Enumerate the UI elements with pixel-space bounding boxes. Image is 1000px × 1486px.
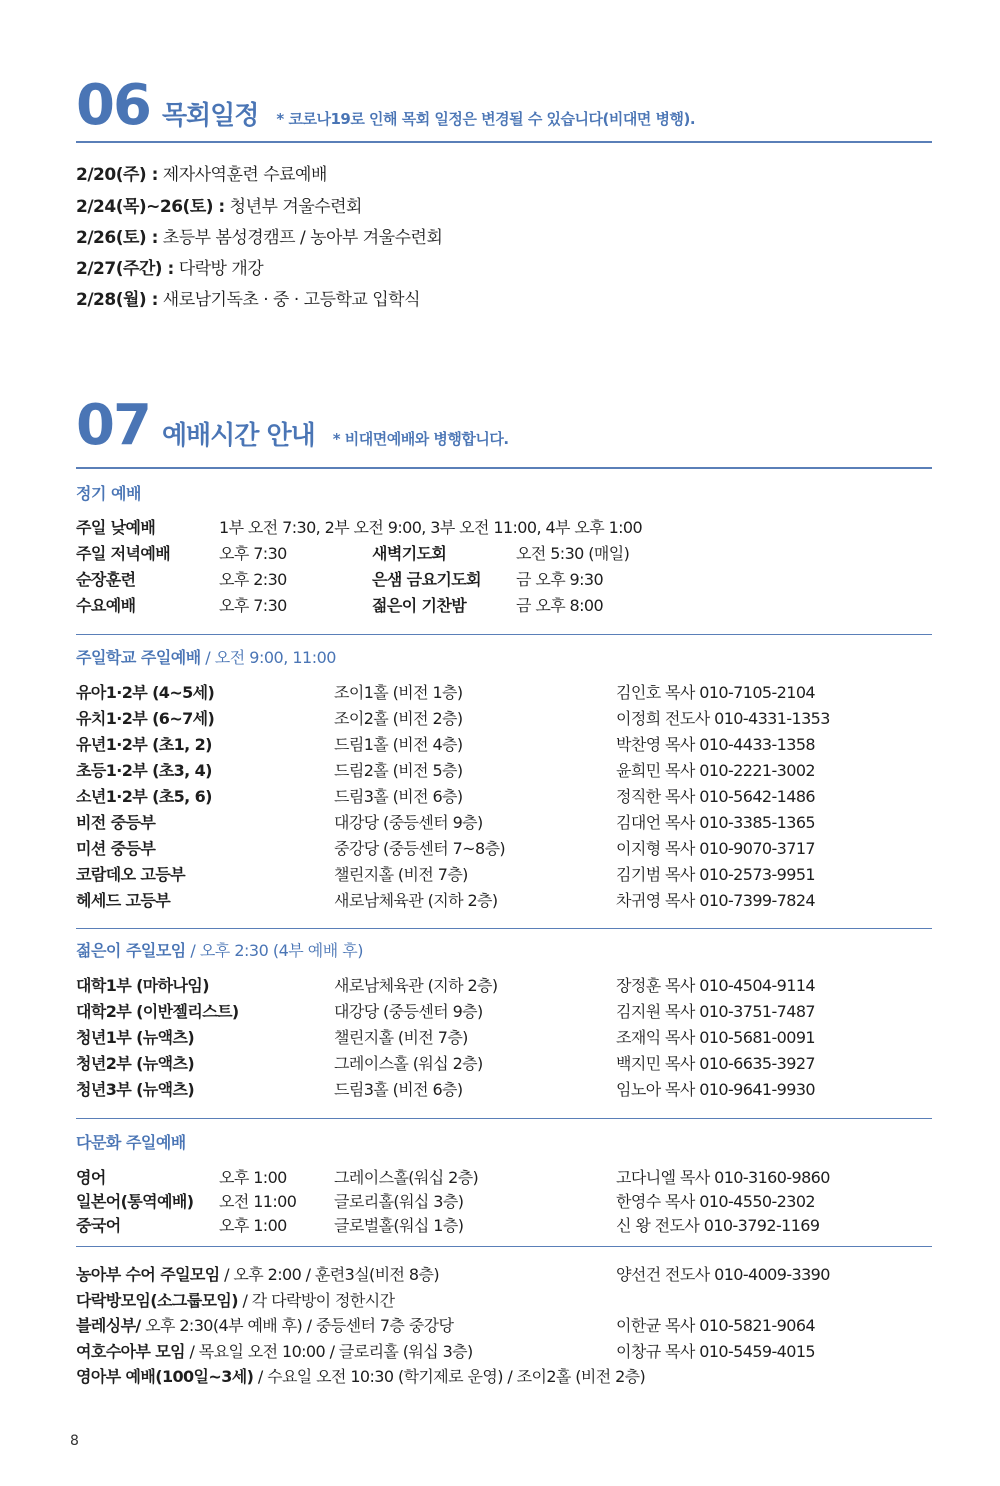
meeting-name: 농아부 수어 주일모임 <box>76 1265 220 1284</box>
worship-time: 오전 5:30 (매일) <box>516 544 630 563</box>
meeting-detail: / 수요일 오전 10:30 (학기제로 운영) / 조이2홀 (비전 2층) <box>253 1367 646 1386</box>
meeting-info <box>76 1288 394 1311</box>
worship-name: 순장훈련 <box>76 570 136 589</box>
worship-time: 오후 1:00 <box>219 1216 287 1235</box>
worship-time: 금 오후 8:00 <box>516 596 604 615</box>
worship-name: 은샘 금요기도회 <box>372 570 481 589</box>
meeting-info <box>76 1313 453 1336</box>
meeting-detail: / 오후 2:00 / 훈련3실(비전 8층) <box>219 1265 439 1284</box>
pastor-contact: 김지원 목사 010-3751-7487 <box>616 1002 815 1021</box>
department-name: 소년1·2부 (초5, 6) <box>76 787 212 806</box>
pastor-contact: 정직한 목사 010-5642-1486 <box>616 787 815 806</box>
worship-name: 주일 저녁예배 <box>76 544 171 563</box>
meeting-detail: / 목요일 오전 10:00 / 글로리홀 (워십 3층) <box>184 1342 473 1361</box>
meeting-place: 새로남체육관 (지하 2층) <box>334 891 498 910</box>
meeting-detail: 오후 2:30(4부 예배 후) / 중등센터 7층 중강당 <box>140 1316 454 1335</box>
sunday-school-heading: 주일학교 주일예배 / 오전 9:00, 11:00 <box>76 648 336 667</box>
section-06-divider <box>76 141 932 143</box>
section-title: 목회일정 <box>161 101 259 131</box>
language-name: 영어 <box>76 1168 106 1187</box>
worship-name: 주일 낮예배 <box>76 518 156 537</box>
department-name: 청년1부 (뉴액츠) <box>76 1028 195 1047</box>
meeting-place: 대강당 (중등센터 9층) <box>334 1002 483 1021</box>
meeting-place: 챌린지홀 (비전 7층) <box>334 865 468 884</box>
meeting-place: 새로남체육관 (지하 2층) <box>334 976 498 995</box>
meeting-place: 드림2홀 (비전 5층) <box>334 761 463 780</box>
meeting-detail: / 각 다락방이 정한시간 <box>238 1291 395 1310</box>
department-name: 대학2부 (이반젤리스트) <box>76 1002 239 1021</box>
meeting-place: 조이1홀 (비전 1층) <box>334 683 463 702</box>
section-note: * 코로나19로 인해 목회 일정은 변경될 수 있습니다(비대면 병행). <box>276 110 696 128</box>
department-name: 청년2부 (뉴액츠) <box>76 1054 195 1073</box>
worship-time: 오전 11:00 <box>219 1192 297 1211</box>
pastor-contact: 김대언 목사 010-3385-1365 <box>616 813 815 832</box>
worship-name: 새벽기도회 <box>372 544 447 563</box>
worship-time: 오후 7:30 <box>219 596 287 615</box>
section-note: * 비대면예배와 병행합니다. <box>332 430 509 448</box>
pastor-contact: 이한균 목사 010-5821-9064 <box>616 1316 815 1335</box>
pastor-contact: 임노아 목사 010-9641-9930 <box>616 1080 815 1099</box>
youth-heading: 젊은이 주일모임 / 오후 2:30 (4부 예배 후) <box>76 941 364 960</box>
language-name: 일본어(통역예배) <box>76 1192 194 1211</box>
schedule-item: 2/20(주) : 제자사역훈련 수료예배 <box>76 165 327 185</box>
pastor-contact: 이창규 목사 010-5459-4015 <box>616 1342 815 1361</box>
multicultural-heading: 다문화 주일예배 <box>76 1133 186 1152</box>
pastor-contact: 고다니엘 목사 010-3160-9860 <box>616 1168 830 1187</box>
department-name: 유아1·2부 (4~5세) <box>76 683 215 702</box>
divider <box>76 634 932 635</box>
schedule-item: 2/24(목)~26(토) : 청년부 겨울수련회 <box>76 197 362 217</box>
section-07-header <box>76 393 509 458</box>
regular-worship-heading: 정기 예배 <box>76 484 141 503</box>
department-name: 코람데오 고등부 <box>76 865 185 884</box>
section-07-divider <box>76 467 932 469</box>
meeting-place: 중강당 (중등센터 7~8층) <box>334 839 506 858</box>
pastor-contact: 이정희 전도사 010-4331-1353 <box>616 709 830 728</box>
pastor-contact: 윤희민 목사 010-2221-3002 <box>616 761 815 780</box>
worship-time: 오후 1:00 <box>219 1168 287 1187</box>
worship-time: 오후 7:30 <box>219 544 287 563</box>
department-name: 대학1부 (마하나임) <box>76 976 209 995</box>
meeting-place: 그레이스홀 (워십 2층) <box>334 1054 483 1073</box>
department-name: 비전 중등부 <box>76 813 156 832</box>
pastor-contact: 한영수 목사 010-4550-2302 <box>616 1192 815 1211</box>
schedule-item: 2/26(토) : 초등부 봄성경캠프 / 농아부 겨울수련회 <box>76 228 443 248</box>
meeting-place: 드림3홀 (비전 6층) <box>334 787 463 806</box>
page-number: 8 <box>70 1433 79 1449</box>
meeting-place: 챌린지홀 (비전 7층) <box>334 1028 468 1047</box>
meeting-info <box>76 1364 645 1387</box>
schedule-item: 2/27(주간) : 다락방 개강 <box>76 259 264 279</box>
divider <box>76 928 932 929</box>
worship-time: 금 오후 9:30 <box>516 570 604 589</box>
meeting-place: 그레이스홀(워십 2층) <box>334 1168 479 1187</box>
pastor-contact: 김기범 목사 010-2573-9951 <box>616 865 815 884</box>
language-name: 중국어 <box>76 1216 121 1235</box>
pastor-contact: 차귀영 목사 010-7399-7824 <box>616 891 815 910</box>
pastor-contact: 장정훈 목사 010-4504-9114 <box>616 976 815 995</box>
department-name: 헤세드 고등부 <box>76 891 171 910</box>
pastor-contact: 양선건 전도사 010-4009-3390 <box>616 1265 830 1284</box>
worship-time: 1부 오전 7:30, 2부 오전 9:00, 3부 오전 11:00, 4부 오후 1:00 <box>219 518 643 537</box>
meeting-place: 대강당 (중등센터 9층) <box>334 813 483 832</box>
section-title: 예배시간 안내 <box>161 421 315 451</box>
meeting-name: 다락방모임(소그룹모임) <box>76 1291 238 1310</box>
worship-name: 젊은이 기찬밤 <box>372 596 467 615</box>
meeting-place: 조이2홀 (비전 2층) <box>334 709 463 728</box>
department-name: 초등1·2부 (초3, 4) <box>76 761 212 780</box>
pastor-contact: 김인호 목사 010-7105-2104 <box>616 683 815 702</box>
meeting-place: 글로벌홀(워십 1층) <box>334 1216 464 1235</box>
meeting-info <box>76 1262 439 1285</box>
department-name: 유치1·2부 (6~7세) <box>76 709 215 728</box>
meeting-name: 여호수아부 모임 <box>76 1342 185 1361</box>
meeting-name: 영아부 예배(100일~3세) <box>76 1367 254 1386</box>
meeting-info <box>76 1339 473 1362</box>
worship-name: 수요예배 <box>76 596 136 615</box>
divider <box>76 1246 932 1247</box>
divider <box>76 1118 932 1119</box>
worship-time: 오후 2:30 <box>219 570 287 589</box>
pastor-contact: 이지형 목사 010-9070-3717 <box>616 839 815 858</box>
department-name: 유년1·2부 (초1, 2) <box>76 735 212 754</box>
schedule-item: 2/28(월) : 새로남기독초 · 중 · 고등학교 입학식 <box>76 290 421 310</box>
section-number: 06 <box>76 73 150 138</box>
pastor-contact: 박찬영 목사 010-4433-1358 <box>616 735 815 754</box>
section-06-header <box>76 73 696 138</box>
section-number: 07 <box>76 393 150 458</box>
department-name: 청년3부 (뉴액츠) <box>76 1080 195 1099</box>
pastor-contact: 조재익 목사 010-5681-0091 <box>616 1028 815 1047</box>
meeting-place: 드림3홀 (비전 6층) <box>334 1080 463 1099</box>
pastor-contact: 백지민 목사 010-6635-3927 <box>616 1054 815 1073</box>
meeting-place: 글로리홀(워십 3층) <box>334 1192 464 1211</box>
department-name: 미션 중등부 <box>76 839 156 858</box>
meeting-name: 블레싱부/ <box>76 1316 141 1335</box>
pastor-contact: 신 왕 전도사 010-3792-1169 <box>616 1216 820 1235</box>
meeting-place: 드림1홀 (비전 4층) <box>334 735 463 754</box>
